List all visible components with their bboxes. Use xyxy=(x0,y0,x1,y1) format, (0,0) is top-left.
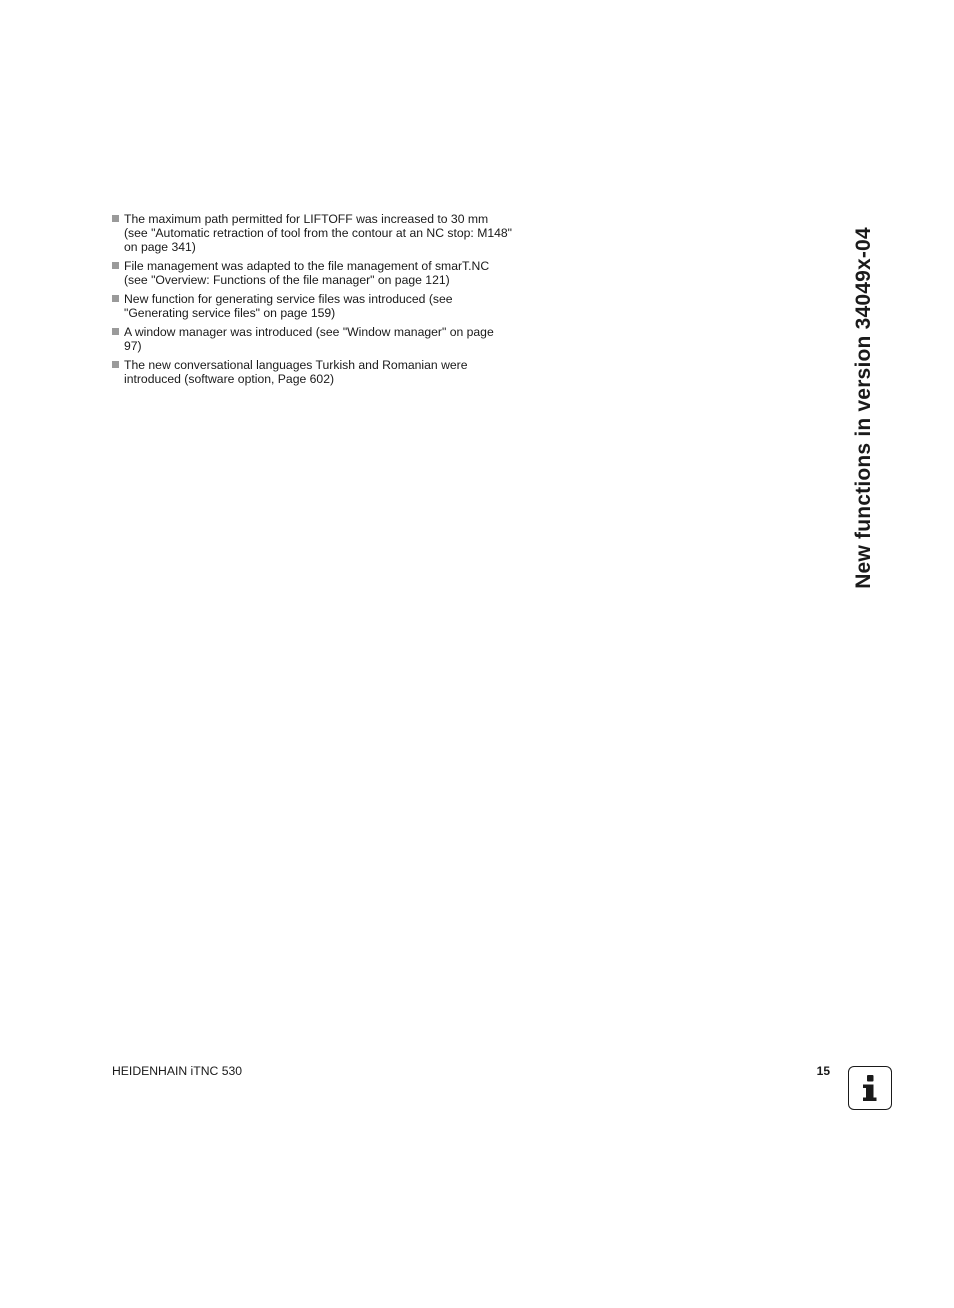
list-item xyxy=(112,358,512,386)
square-bullet-icon xyxy=(112,328,119,335)
list-item-text: A window manager was introduced (see "Window manager" on page 97) xyxy=(124,325,494,353)
list-item xyxy=(112,259,512,287)
side-section-title: New functions in version 34049x-04 xyxy=(852,227,875,589)
footer-product-name: HEIDENHAIN iTNC 530 xyxy=(112,1064,243,1078)
square-bullet-icon xyxy=(112,262,119,269)
square-bullet-icon xyxy=(112,215,119,222)
list-item-text: New function for generating service files was introduced (see "Generating service files" on page 159) xyxy=(124,292,453,320)
list-item xyxy=(112,212,512,254)
square-bullet-icon xyxy=(112,361,119,368)
list-item xyxy=(112,325,512,353)
list-item-text: File management was adapted to the file management of smarT.NC (see "Overview: Functions of the file manager" on page 121) xyxy=(124,259,490,287)
square-bullet-icon xyxy=(112,295,119,302)
list-item xyxy=(112,292,512,320)
list-item-text: The maximum path permitted for LIFTOFF was increased to 30 mm (see "Automatic retraction of tool from the contour at an NC stop: M148" on page 341) xyxy=(124,212,513,254)
page-number: 15 xyxy=(816,1064,830,1078)
list-item-text: The new conversational languages Turkish and Romanian were introduced (software option, Page 602) xyxy=(124,358,468,386)
bullet-list xyxy=(112,212,512,391)
info-icon xyxy=(848,1066,892,1110)
